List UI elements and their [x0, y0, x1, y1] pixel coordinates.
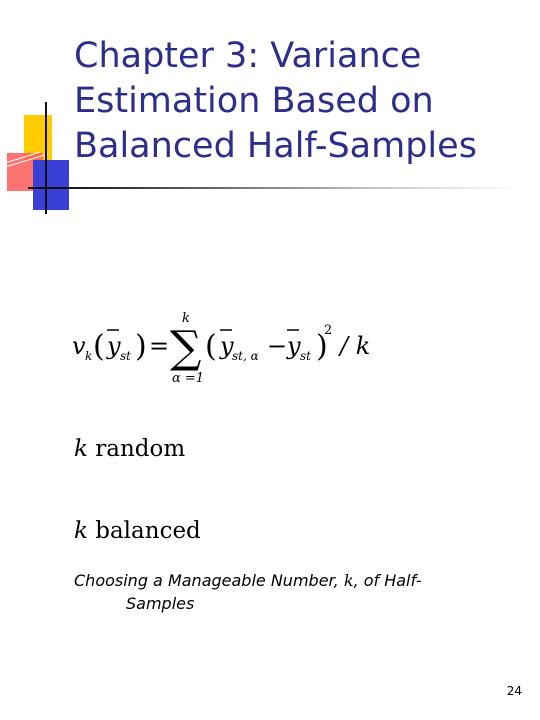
slide-caption — [74, 569, 494, 615]
formula-y-3: y — [287, 332, 301, 360]
caption-var-k: k — [343, 571, 354, 590]
k-random-text — [74, 436, 185, 462]
k-random-var: k — [74, 436, 88, 462]
caption-part-1: Choosing a Manageable Number, — [74, 571, 344, 590]
formula-sub-st-2: st — [300, 349, 311, 363]
formula-paren-close-2: ) — [316, 329, 328, 364]
decor-diagonal-lines — [0, 150, 50, 170]
formula-paren-open-1: ( — [93, 329, 105, 364]
k-balanced-var: k — [74, 518, 88, 544]
title-line-2: Estimation Based on — [74, 81, 434, 121]
formula-sum-lower: α =1 — [172, 371, 205, 386]
formula-divisor: / k — [340, 332, 371, 360]
decor-horizontal-rule — [60, 187, 520, 189]
page-number: 24 — [506, 684, 522, 698]
formula-minus: − — [267, 332, 288, 360]
formula-v: v — [72, 332, 86, 360]
formula-sub-st-alpha: st, α — [232, 349, 259, 363]
formula-y-2: y — [220, 332, 234, 360]
formula-equals: = — [149, 332, 170, 360]
formula-y-1: y — [107, 332, 121, 360]
variance-formula — [72, 310, 392, 390]
decor-vertical-rule — [45, 102, 47, 214]
formula-sub-st-1: st — [120, 349, 131, 363]
formula-paren-close-1: ) — [135, 329, 147, 364]
k-random-label: random — [95, 436, 186, 462]
title-line-1: Chapter 3: Variance — [74, 36, 422, 76]
formula-sum-upper: k — [182, 311, 190, 326]
k-balanced-label: balanced — [95, 518, 201, 544]
caption-line-2: Samples — [126, 594, 195, 613]
title-line-3: Balanced Half-Samples — [74, 126, 477, 166]
formula-paren-open-2: ( — [205, 329, 217, 364]
decor-horizontal-rule-start — [28, 187, 68, 189]
caption-part-2: , of Half- — [353, 571, 422, 590]
formula-sub-k: k — [85, 349, 93, 363]
slide-title — [74, 34, 514, 169]
k-balanced-text — [74, 518, 201, 544]
formula-power: 2 — [324, 323, 333, 338]
formula-sigma: ∑ — [170, 322, 202, 373]
